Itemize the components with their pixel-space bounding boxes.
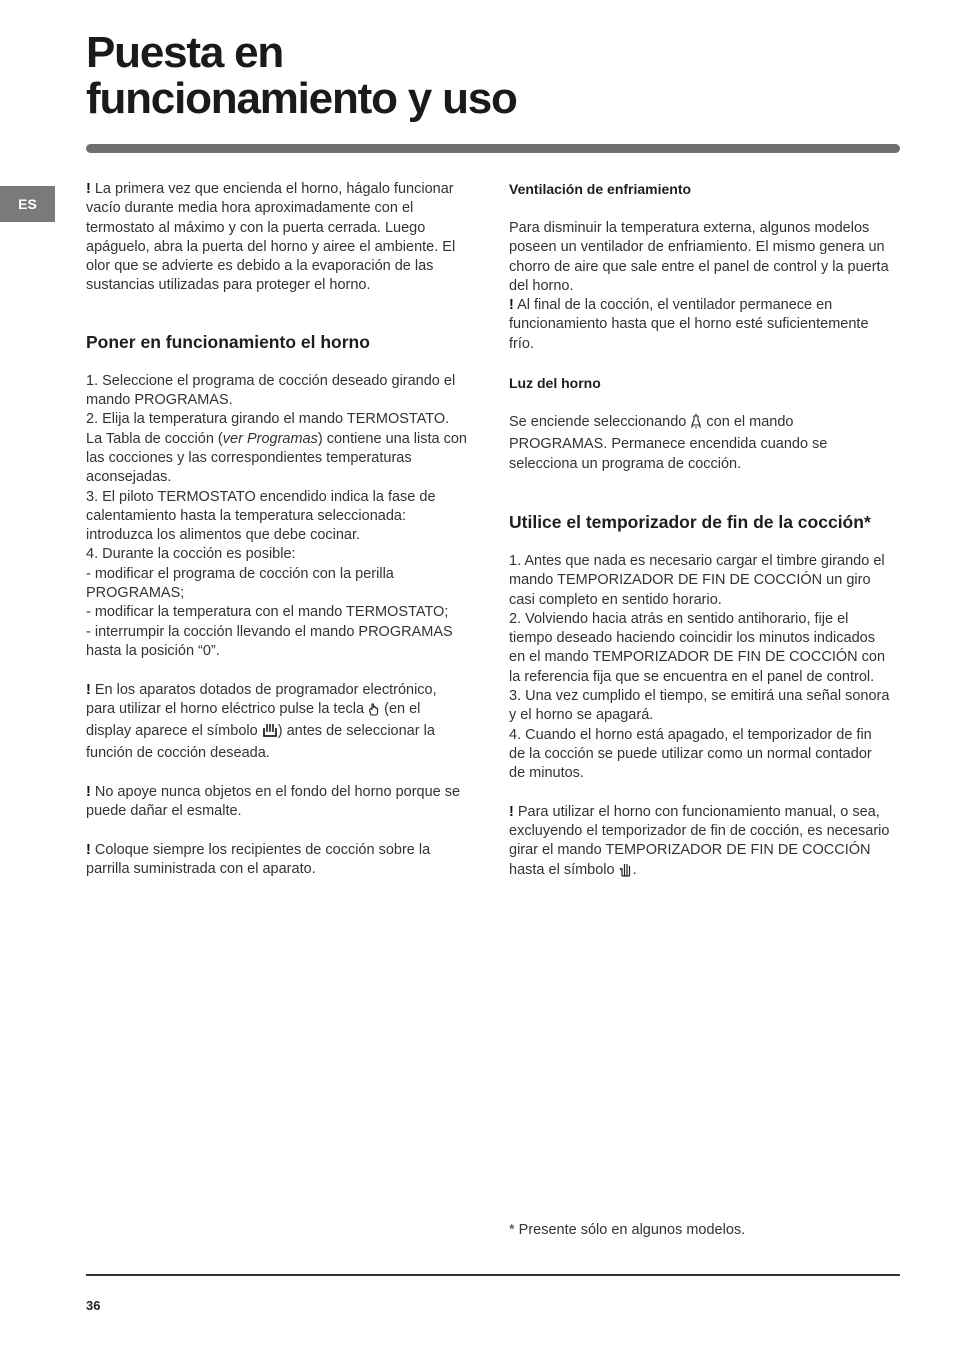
step-4-option-c: - interrumpir la cocción llevando el mando PROGRAMAS hasta la posición “0”.	[86, 623, 453, 659]
section-heading-end-timer: Utilice el temporizador de fin de la cocción*	[509, 511, 871, 532]
warning-mark: !	[86, 841, 91, 858]
page-title-line-2: funcionamiento y uso	[86, 74, 517, 123]
timer-step-4: 4. Cuando el horno está apagado, el temporizador de fin de la cocción se puede utilizar como un normal contador de minutos.	[509, 726, 872, 782]
language-tab: ES	[0, 186, 55, 222]
section-heading-oven-light: Luz del horno	[509, 375, 601, 392]
manual-hand-icon	[619, 862, 633, 883]
note-oven-bottom	[86, 783, 468, 822]
note-2-text: No apoye nunca objetos en el fondo del horno porque se puede dañar el esmalte.	[86, 784, 461, 820]
page-number: 36	[86, 1298, 101, 1313]
oven-light-text	[509, 413, 891, 474]
warning-mark: !	[509, 297, 514, 314]
title-divider	[86, 144, 900, 153]
pot-icon	[262, 723, 278, 744]
section-heading-cooling-fan: Ventilación de enfriamiento	[509, 181, 692, 197]
footnote: * Presente sólo en algunos modelos.	[509, 1222, 746, 1238]
timer-manual-note	[509, 803, 891, 883]
step-2-text-a: 2. Elija la temperatura girando el mando TERMOSTATO. La Tabla de cocción (	[86, 411, 450, 447]
right-column	[509, 180, 891, 883]
hand-touch-icon	[368, 702, 380, 722]
step-3: 3. El piloto TERMOSTATO encendido indica la fase de calentamiento hasta la temperatura seleccionada: introduzca los alimentos que debe cocinar.	[86, 488, 436, 544]
note-electronic-programmer	[86, 681, 468, 764]
note-1-text-c: ) antes de seleccionar la función de cocción deseada.	[86, 723, 435, 762]
step-2-reference: ver Programas	[222, 430, 318, 447]
lamp-icon	[690, 413, 702, 435]
note-cookware-rack	[86, 841, 468, 880]
left-column	[86, 180, 468, 880]
step-4-option-b: - modificar la temperatura con el mando TERMOSTATO;	[86, 604, 449, 621]
step-2	[86, 410, 468, 487]
warning-mark: !	[86, 681, 91, 698]
warning-mark: !	[86, 181, 91, 197]
section-heading-start-oven: Poner en funcionamiento el horno	[86, 331, 370, 352]
note-1-text-b: (en el display aparece el símbolo	[86, 700, 421, 740]
warning-mark: !	[86, 784, 91, 801]
page-title-line-1: Puesta en	[86, 28, 284, 77]
timer-manual-note-text-a: Para utilizar el horno con funcionamiento manual, o sea, excluyendo el temporizador de fin de cocción, es necesario girar el mando TEMPORIZADOR DE FIN DE COCCIÓN hasta el símbolo	[509, 803, 890, 878]
timer-manual-note-text-b: .	[632, 861, 637, 878]
timer-step-2: 2. Volviendo hacia atrás en sentido antihorario, fije el tiempo deseado haciendo coincidir los minutos indicados en el mando TEMPORIZADOR DE FIN DE COCCIÓN con la referencia fija que se encuentra en el panel de control.	[509, 610, 886, 685]
note-3-text: Coloque siempre los recipientes de cocción sobre la parrilla suministrada con el aparato.	[86, 841, 431, 878]
warning-mark: !	[509, 803, 514, 820]
cooling-fan-note-text: Al final de la cocción, el ventilador permanece en funcionamiento hasta que el horno esté suficientemente frío.	[509, 297, 869, 352]
intro-paragraph	[86, 180, 468, 296]
note-1-text-a: En los aparatos dotados de programador electrónico, para utilizar el horno eléctrico pulse la tecla	[86, 681, 437, 717]
oven-light-text-a: Se enciende seleccionando	[509, 414, 691, 431]
page-title	[86, 30, 517, 122]
step-4: 4. Durante la cocción es posible:	[86, 546, 296, 563]
timer-step-3: 3. Una vez cumplido el tiempo, se emitirá una señal sonora y el horno se apagará.	[509, 688, 890, 724]
step-1: 1. Seleccione el programa de cocción deseado girando el mando PROGRAMAS.	[86, 372, 456, 409]
oven-light-text-b: con el mando PROGRAMAS. Permanece encendida cuando se selecciona un programa de cocción.	[509, 414, 828, 472]
cooling-fan-note	[509, 296, 891, 354]
cooling-fan-text: Para disminuir la temperatura externa, algunos modelos poseen un ventilador de enfriamiento. El mismo genera un chorro de aire que sale entre el panel de control y la puerta del horno.	[509, 220, 889, 294]
intro-text: La primera vez que encienda el horno, hágalo funcionar vacío durante media hora aproximadamente con el termostato al máximo y con la puerta cerrada. Luego apáguelo, abra la puerta del horno y airee el ambiente. El olor que se advierte es debido a la evaporación de las sustancias utilizadas para proteger el horno.	[86, 181, 456, 294]
step-4-option-a: - modificar el programa de cocción con la perilla PROGRAMAS;	[86, 565, 394, 602]
step-2-text-b: ) contiene una lista con las cocciones y las correspondientes temperaturas aconsejadas.	[86, 430, 467, 486]
timer-step-1: 1. Antes que nada es necesario cargar el timbre girando el mando TEMPORIZADOR DE FIN DE COCCIÓN un giro casi completo en sentido horario.	[509, 552, 885, 608]
footer-divider	[86, 1274, 900, 1276]
